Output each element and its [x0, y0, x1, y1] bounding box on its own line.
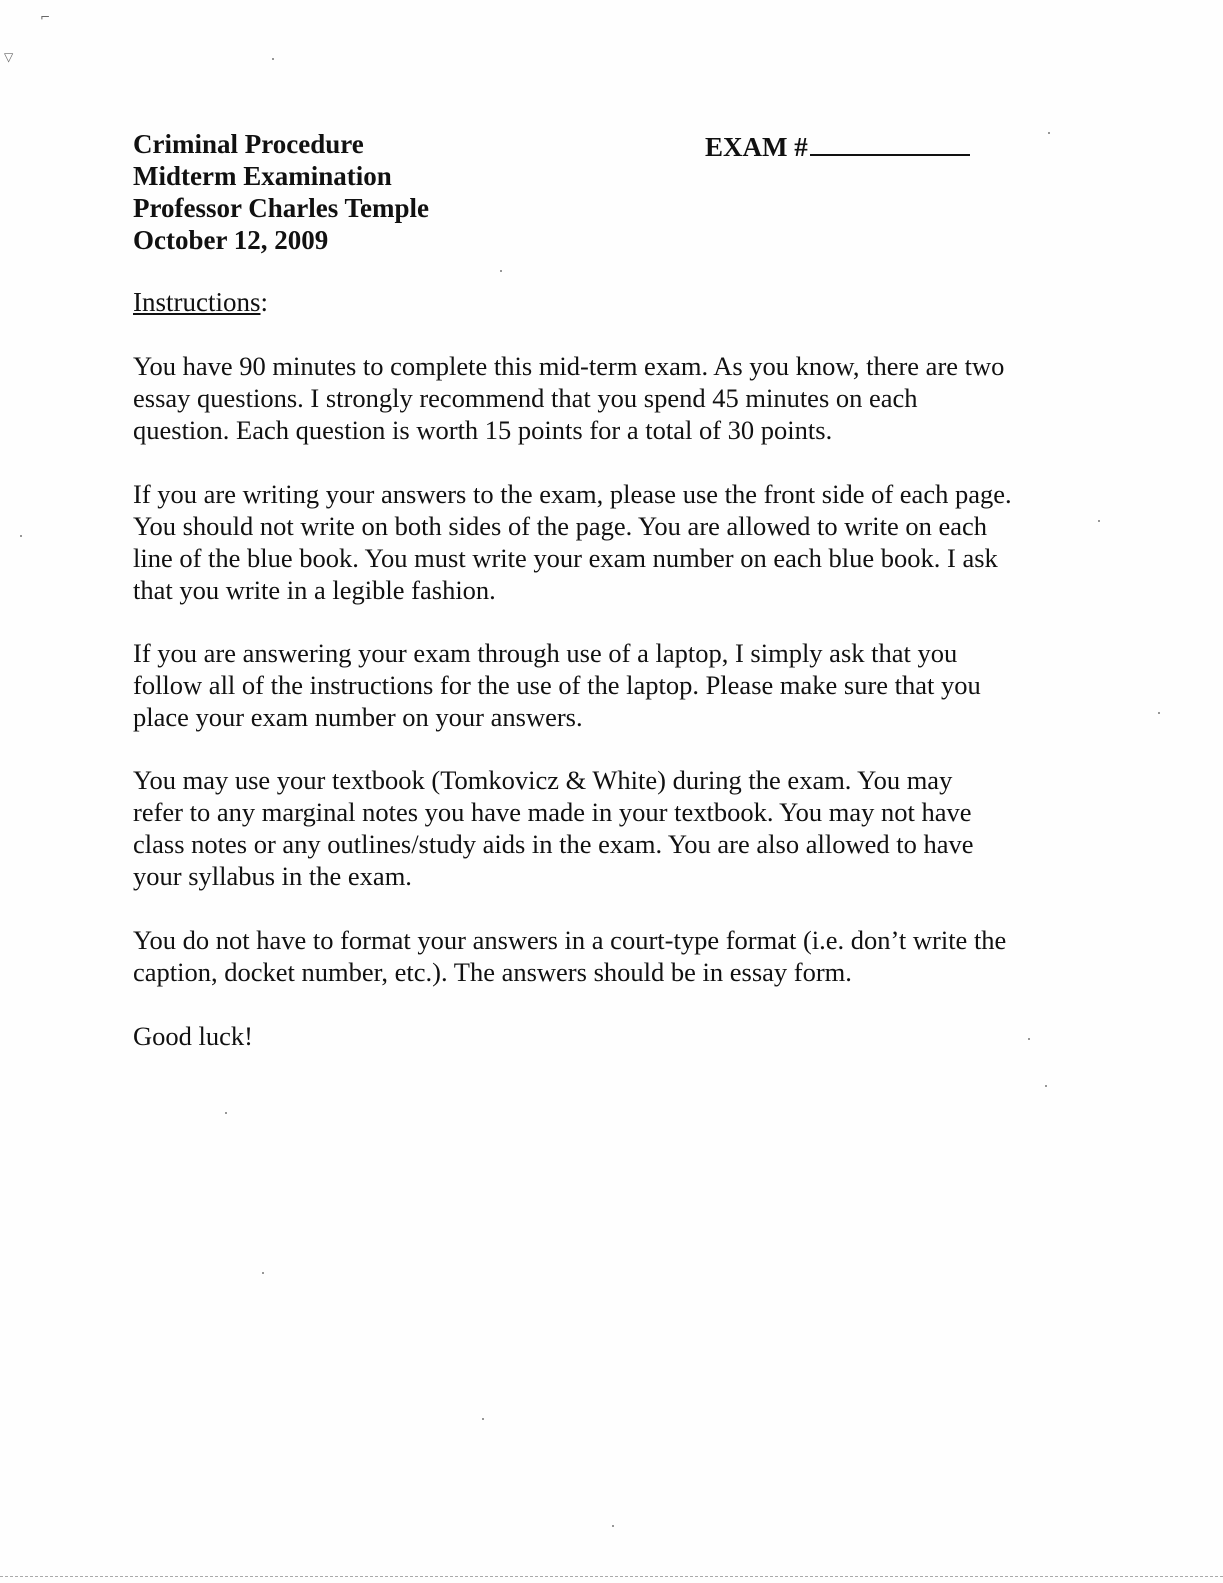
- text-line: follow all of the instructions for the use of the laptop. Please make sure that you: [133, 670, 981, 700]
- scan-speck: [612, 1525, 614, 1527]
- scan-speck: [272, 58, 274, 60]
- scan-speck: [225, 1112, 227, 1114]
- text-line: caption, docket number, etc.). The answers should be in essay form.: [133, 957, 852, 987]
- text-line: essay questions. I strongly recommend that you spend 45 minutes on each: [133, 383, 918, 413]
- text-line: place your exam number on your answers.: [133, 702, 583, 732]
- text-line: You have 90 minutes to complete this mid-term exam. As you know, there are two: [133, 351, 1005, 381]
- scan-artifact: ⌐: [40, 10, 51, 24]
- text-line: question. Each question is worth 15 points for a total of 30 points.: [133, 415, 833, 445]
- text-line: your syllabus in the exam.: [133, 861, 412, 891]
- exam-number-blank[interactable]: [810, 128, 970, 156]
- professor-name: Professor Charles Temple: [133, 193, 429, 223]
- text-line: that you write in a legible fashion.: [133, 575, 496, 605]
- text-line: You should not write on both sides of the page. You are allowed to write on each: [133, 511, 988, 541]
- paragraph-materials: [133, 764, 1073, 892]
- exam-header: [133, 128, 429, 256]
- scan-bottom-edge: [0, 1576, 1223, 1577]
- scan-speck: [20, 535, 22, 537]
- course-title: Criminal Procedure: [133, 129, 364, 159]
- scan-speck: [1045, 1085, 1047, 1087]
- instructions-label: Instructions: [133, 287, 261, 317]
- scan-speck: [1048, 132, 1050, 134]
- instructions-colon: :: [260, 287, 269, 317]
- paragraph-closing: [133, 1020, 1073, 1052]
- paragraph-time: [133, 350, 1073, 446]
- paragraph-format: [133, 924, 1073, 988]
- scan-artifact: ▽: [4, 50, 14, 64]
- good-luck-text: Good luck!: [133, 1021, 253, 1051]
- text-line: refer to any marginal notes you have made in your textbook. You may not have: [133, 797, 972, 827]
- text-line: If you are answering your exam through use of a laptop, I simply ask that you: [133, 638, 958, 668]
- exam-number-field: [705, 128, 970, 163]
- paragraph-writing: [133, 478, 1073, 606]
- exam-date: October 12, 2009: [133, 225, 329, 255]
- exam-number-label: EXAM #: [705, 132, 808, 162]
- text-line: You may use your textbook (Tomkovicz & White) during the exam. You may: [133, 765, 953, 795]
- paragraph-laptop: [133, 637, 1073, 733]
- text-line: You do not have to format your answers in a court-type format (i.e. don’t write the: [133, 925, 1007, 955]
- text-line: class notes or any outlines/study aids in the exam. You are also allowed to have: [133, 829, 974, 859]
- scan-speck: [500, 270, 502, 272]
- instructions-heading: [133, 286, 268, 318]
- scan-speck: [482, 1418, 484, 1420]
- scan-speck: [262, 1272, 264, 1274]
- text-line: line of the blue book. You must write your exam number on each blue book. I ask: [133, 543, 998, 573]
- scan-speck: [1158, 712, 1160, 714]
- text-line: If you are writing your answers to the exam, please use the front side of each page.: [133, 479, 1012, 509]
- scan-speck: [1098, 520, 1100, 522]
- exam-type: Midterm Examination: [133, 161, 392, 191]
